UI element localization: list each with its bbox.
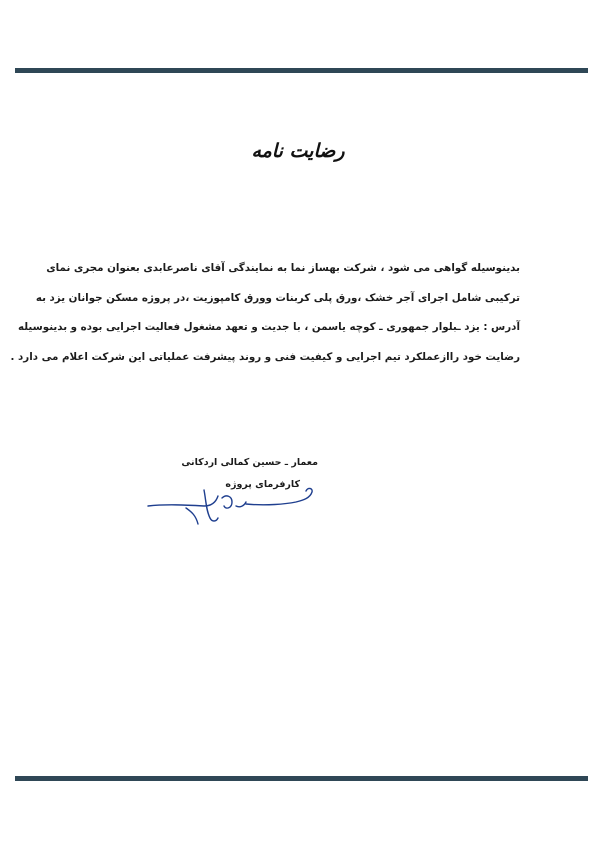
body-line-4: رضایت خود راازعملکرد تیم اجرایی و کیفیت فنی و روند پیشرفت عملیاتی این شرکت اعلام می دارد . bbox=[10, 350, 520, 363]
document-title: رضایت نامه bbox=[251, 140, 345, 162]
signatory-role: کارفرمای پروژه bbox=[225, 479, 300, 490]
top-rule bbox=[15, 68, 588, 73]
bottom-rule bbox=[15, 776, 588, 781]
handwritten-signature bbox=[146, 482, 316, 526]
body-line-1: بدینوسیله گواهی می شود ، شرکت بهساز نما به نمایندگی آقای ناصرعابدی بعنوان مجری نمای bbox=[46, 262, 520, 274]
body-line-2: ترکیبی شامل اجرای آجر خشک ،ورق پلی کربنات وورق کامپوزیت ،در پروژه مسکن جوانان یزد به bbox=[35, 291, 520, 304]
document-body bbox=[10, 254, 520, 372]
body-line-3: آدرس : یزد ـبلوار جمهوری ـ کوچه یاسمن ، با جدیت و تعهد مشغول فعالیت اجرایی بوده و بدینوسیله bbox=[17, 321, 520, 333]
signatory-name: معمار ـ حسین کمالی اردکانی bbox=[181, 457, 318, 468]
